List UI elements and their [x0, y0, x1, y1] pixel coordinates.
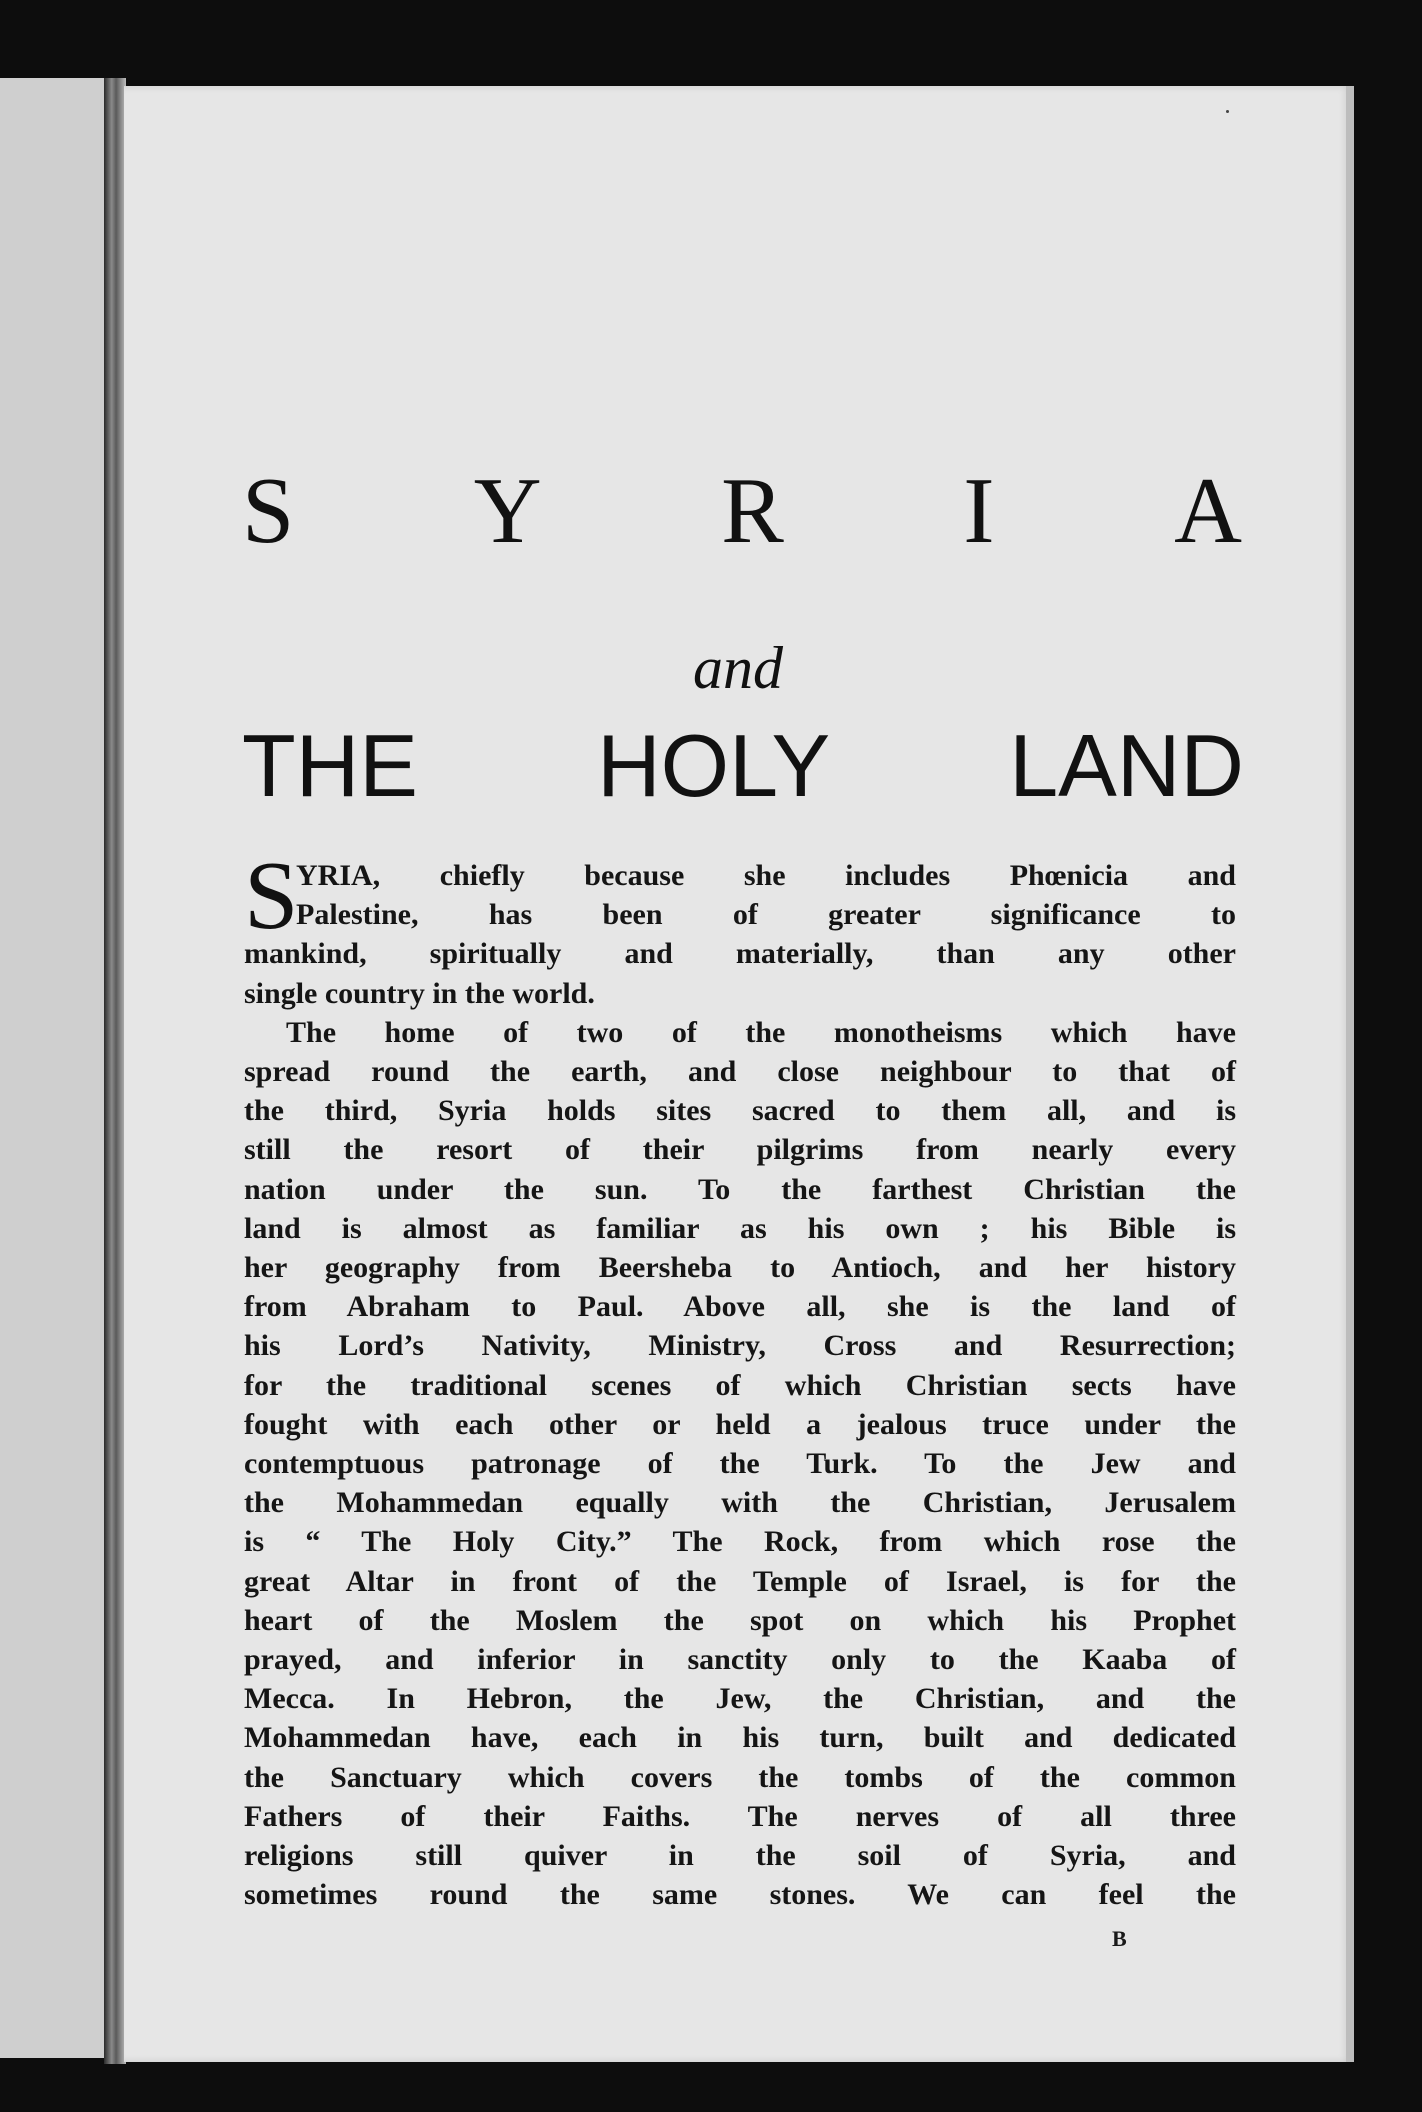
text-line: land is almost as familiar as his own ; his Bible is	[244, 1211, 1236, 1245]
speck-mark	[1226, 110, 1229, 113]
page-title	[242, 438, 1242, 563]
left-page-edge	[0, 78, 104, 2058]
page-right-edge	[1346, 86, 1354, 2062]
first-paragraph-opening	[244, 842, 1236, 950]
text-line: Palestine, has been of greater significance to	[296, 898, 1236, 932]
subtitle-word: HOLY	[597, 716, 831, 815]
text-line: spread round the earth, and close neighbour to that of	[244, 1055, 1236, 1089]
text-line: fought with each other or held a jealous truce under the	[244, 1407, 1236, 1441]
book-page	[124, 86, 1352, 2062]
book-gutter	[104, 78, 126, 2064]
text-line: Mohammedan have, each in his turn, built and dedicated	[244, 1721, 1236, 1755]
text-line: prayed, and inferior in sanctity only to the Kaaba of	[244, 1643, 1236, 1677]
text-line: great Altar in front of the Temple of Israel, is for the	[244, 1564, 1236, 1598]
text-line: single country in the world.	[244, 976, 595, 1010]
text-line: from Abraham to Paul. Above all, she is the land of	[244, 1290, 1236, 1324]
text-line: still the resort of their pilgrims from nearly every	[244, 1133, 1236, 1167]
text-line: heart of the Moslem the spot on which his Prophet	[244, 1603, 1236, 1637]
title-letter: Y	[473, 459, 542, 563]
text-line: mankind, spiritually and materially, than any other	[244, 937, 1236, 971]
title-conjunction: and	[693, 635, 783, 701]
title-letter: A	[1174, 459, 1242, 563]
subtitle-word: LAND	[1009, 716, 1244, 815]
text-line: The home of two of the monotheisms which have	[286, 1015, 1236, 1049]
text-line: sometimes round the same stones. We can feel the	[244, 1878, 1236, 1912]
title-letter: I	[963, 459, 995, 563]
signature-mark: B	[1112, 1926, 1127, 1951]
drop-cap: S	[244, 842, 299, 950]
text-line: nation under the sun. To the farthest Christian the	[244, 1172, 1236, 1206]
text-line: Mecca. In Hebron, the Jew, the Christian, and the	[244, 1682, 1236, 1716]
page-subtitle	[242, 716, 1244, 815]
text-line: the third, Syria holds sites sacred to them all, and is	[244, 1094, 1236, 1128]
text-line: for the traditional scenes of which Christian sects have	[244, 1368, 1236, 1402]
text-line: YRIA, chiefly because she includes Phœnicia and	[296, 859, 1236, 892]
body-text	[244, 842, 1236, 1914]
text-line: her geography from Beersheba to Antioch, and her history	[244, 1251, 1236, 1285]
text-line: religions still quiver in the soil of Syria, and	[244, 1839, 1236, 1873]
text-line: the Mohammedan equally with the Christian, Jerusalem	[244, 1486, 1236, 1520]
text-line: contemptuous patronage of the Turk. To the Jew and	[244, 1447, 1236, 1481]
title-letter: R	[721, 459, 784, 563]
text-line: is “ The Holy City.” The Rock, from which rose the	[244, 1525, 1236, 1559]
text-line: his Lord’s Nativity, Ministry, Cross and Resurrection;	[244, 1329, 1236, 1363]
text-line: Fathers of their Faiths. The nerves of all three	[244, 1799, 1236, 1833]
title-letter: S	[242, 459, 295, 563]
subtitle-word: THE	[242, 716, 418, 815]
text-line: the Sanctuary which covers the tombs of the common	[244, 1760, 1236, 1794]
